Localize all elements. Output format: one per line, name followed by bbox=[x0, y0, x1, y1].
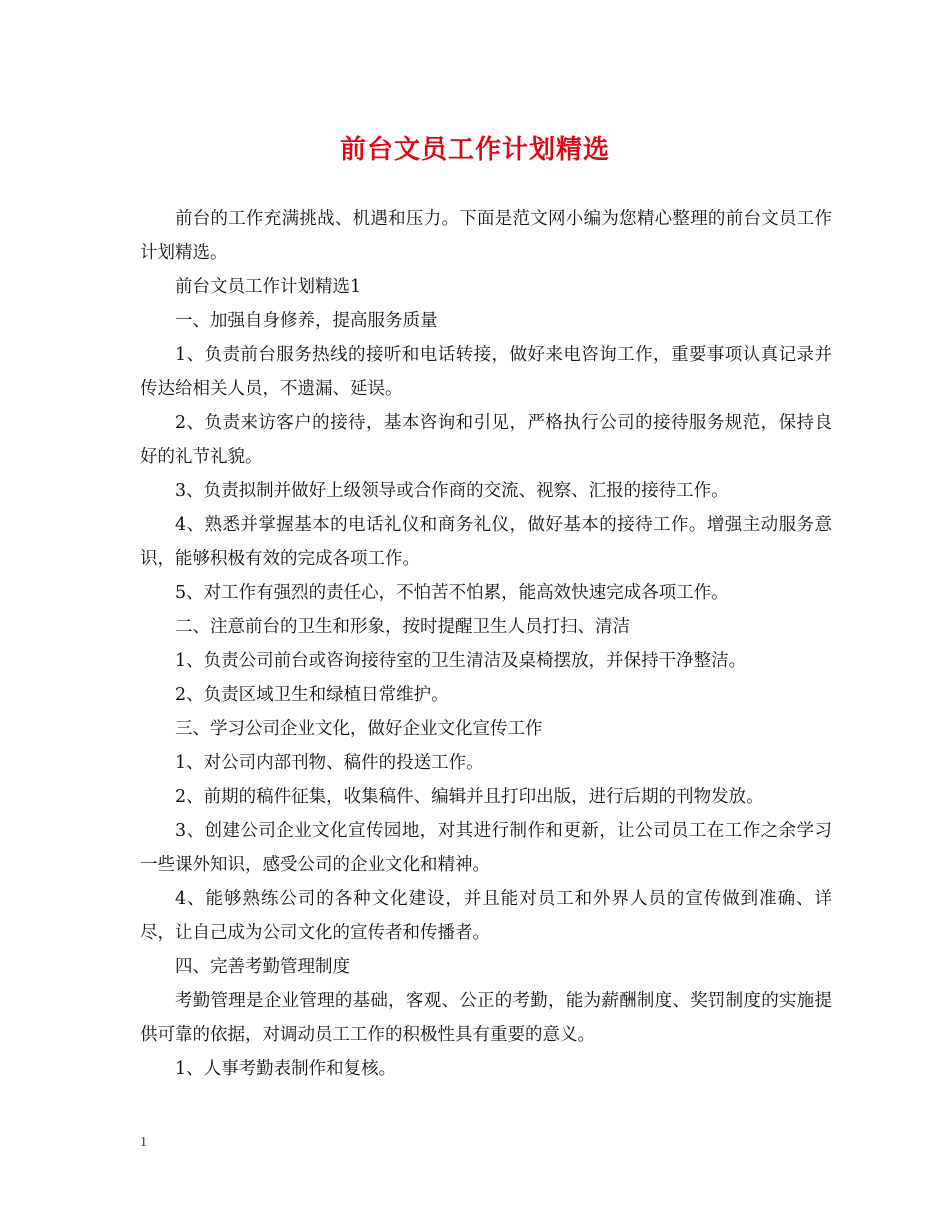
paragraph: 2、负责区域卫生和绿植日常维护。 bbox=[175, 685, 449, 705]
paragraph: 3、创建公司企业文化宣传园地，对其进行制作和更新，让公司员工在工作之余学习一些课外知识，感受公司的企业文化和精神。 bbox=[140, 821, 832, 875]
section-heading: 四、完善考勤管理制度 bbox=[175, 957, 350, 977]
page-number: 1 bbox=[140, 1135, 147, 1150]
paragraph: 考勤管理是企业管理的基础，客观、公正的考勤，能为薪酬制度、奖罚制度的实施提供可靠的依据，对调动员工工作的积极性具有重要的意义。 bbox=[140, 991, 832, 1045]
section-heading: 前台文员工作计划精选1 bbox=[175, 277, 362, 297]
paragraph: 2、前期的稿件征集，收集稿件、编辑并且打印出版，进行后期的刊物发放。 bbox=[175, 787, 764, 807]
paragraph: 4、熟悉并掌握基本的电话礼仪和商务礼仪，做好基本的接待工作。增强主动服务意识，能够积极有效的完成各项工作。 bbox=[140, 515, 832, 569]
paragraph: 2、负责来访客户的接待，基本咨询和引见，严格执行公司的接待服务规范，保持良好的礼节礼貌。 bbox=[140, 413, 832, 467]
paragraph: 1、人事考勤表制作和复核。 bbox=[175, 1059, 397, 1079]
section-heading: 一、加强自身修养，提高服务质量 bbox=[175, 311, 438, 331]
section-heading: 二、注意前台的卫生和形象，按时提醒卫生人员打扫、清洁 bbox=[175, 617, 630, 637]
section-heading: 三、学习公司企业文化，做好企业文化宣传工作 bbox=[175, 719, 543, 739]
paragraph: 1、负责前台服务热线的接听和电话转接，做好来电咨询工作，重要事项认真记录并传达给相关人员，不遗漏、延误。 bbox=[140, 345, 832, 399]
paragraph: 3、负责拟制并做好上级领导或合作商的交流、视察、汇报的接待工作。 bbox=[175, 481, 729, 501]
paragraph: 4、能够熟练公司的各种文化建设，并且能对员工和外界人员的宣传做到准确、详尽，让自己成为公司文化的宣传者和传播者。 bbox=[140, 889, 832, 943]
paragraph: 1、对公司内部刊物、稿件的投送工作。 bbox=[175, 753, 484, 773]
document-title: 前台文员工作计划精选 bbox=[339, 135, 610, 165]
document-body bbox=[140, 202, 832, 1086]
paragraph: 前台的工作充满挑战、机遇和压力。下面是范文网小编为您精心整理的前台文员工作计划精选。 bbox=[140, 209, 832, 263]
paragraph: 5、对工作有强烈的责任心，不怕苦不怕累，能高效快速完成各项工作。 bbox=[175, 583, 729, 603]
paragraph: 1、负责公司前台或咨询接待室的卫生清洁及桌椅摆放，并保持干净整洁。 bbox=[175, 651, 747, 671]
